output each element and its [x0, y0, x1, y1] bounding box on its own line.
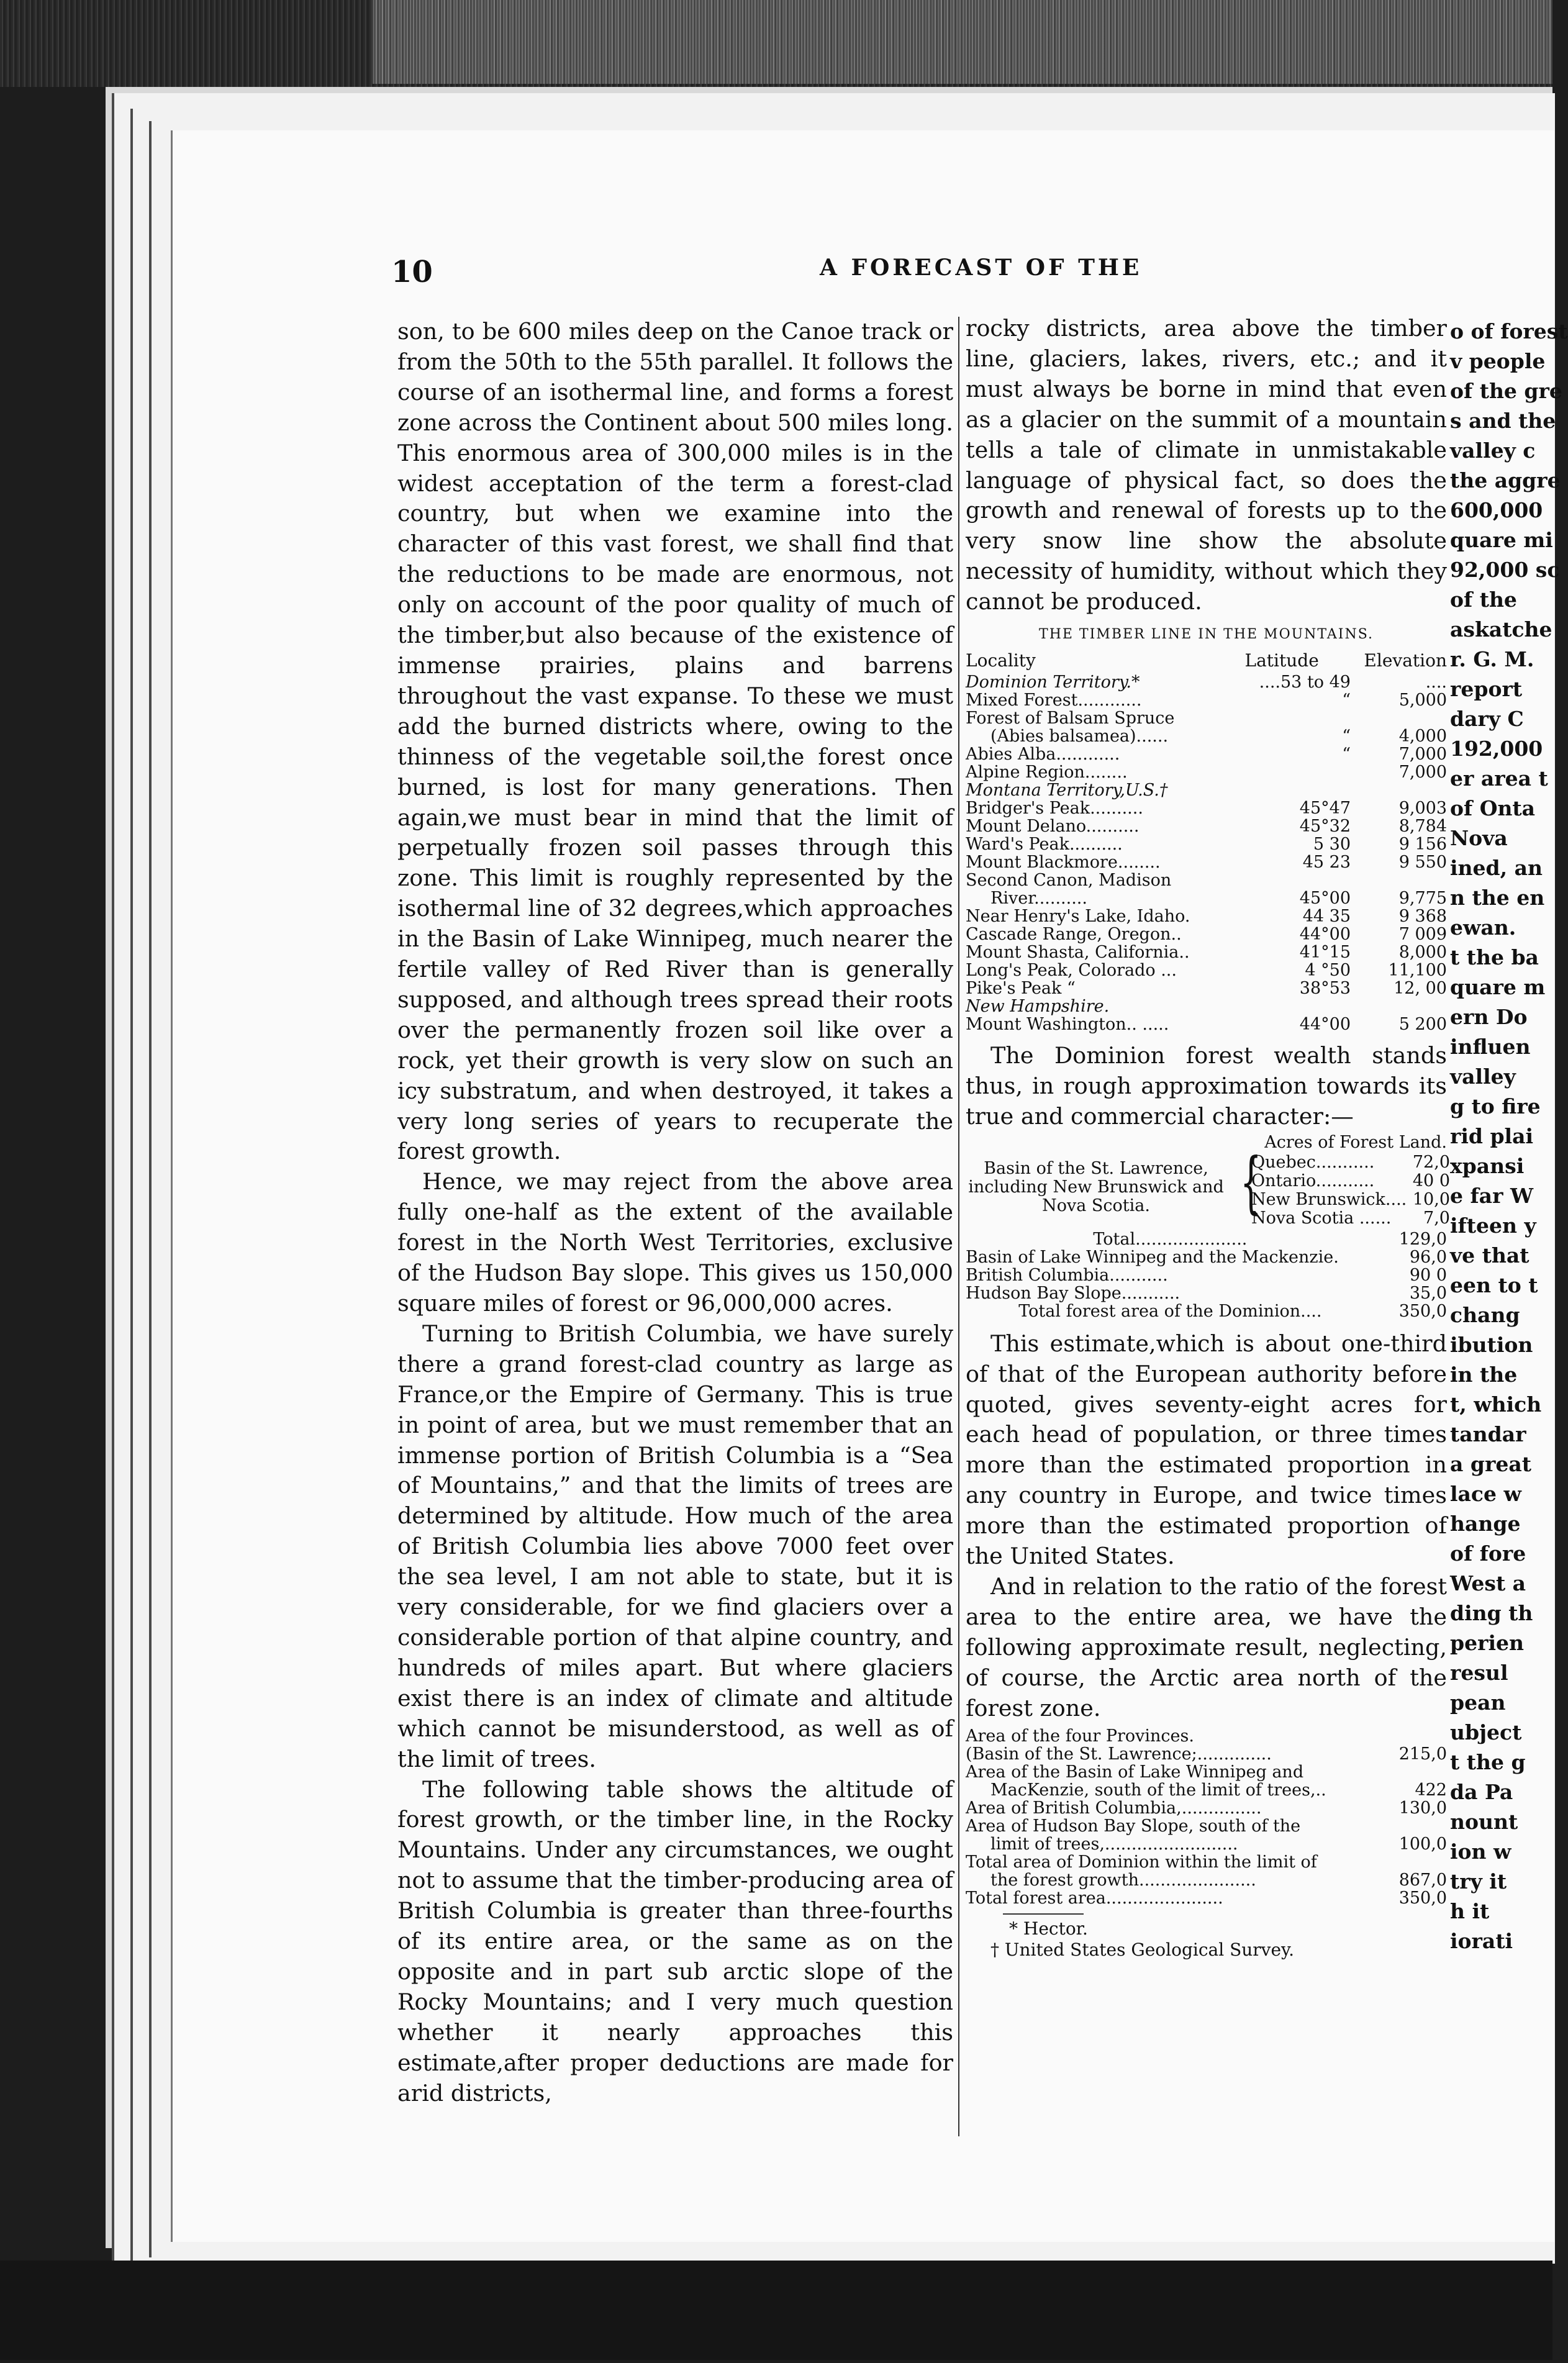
- table-row: [966, 979, 1447, 997]
- text-fragment: ve that: [1450, 1243, 1529, 1268]
- province-value: 10,0: [1412, 1189, 1450, 1209]
- row-label: Total forest area......................: [966, 1889, 1223, 1908]
- table-row: [966, 1817, 1447, 1835]
- text-fragment: report: [1450, 677, 1523, 701]
- elevation-cell: 5,000: [1398, 690, 1447, 710]
- timber-table-title: THE TIMBER LINE IN THE MOUNTAINS.: [1039, 627, 1374, 643]
- elevation-cell: 4,000: [1398, 726, 1447, 746]
- text-fragment: een to t: [1450, 1273, 1538, 1297]
- text-fragment: in the: [1450, 1363, 1518, 1387]
- table-row: [966, 1302, 1447, 1320]
- text-fragment: resul: [1450, 1661, 1508, 1685]
- paragraph: This estimate,which is about one-third of that of the European authority before quoted, gives seventy-eight acres for each head of population, or three times more than the estimated proportion in any country in Europe, and twice times more than the estimated proportion of the United States.: [966, 1330, 1447, 1570]
- row-value: [1375, 1853, 1447, 1871]
- column-header: Latitude: [1244, 650, 1319, 671]
- table-row: [966, 997, 1447, 1015]
- footnote: * Hector.: [1009, 1918, 1088, 1939]
- elevation-cell: 7 009: [1398, 924, 1447, 944]
- elevation-cell: 9 156: [1398, 834, 1447, 854]
- table-row: [966, 1266, 1447, 1284]
- elevation-cell: 9 550: [1398, 852, 1447, 872]
- locality-cell: Alpine Region........: [966, 762, 1128, 782]
- table-row: [966, 1727, 1447, 1745]
- table-header-row: [966, 650, 1447, 673]
- text-fragment: perien: [1450, 1631, 1524, 1655]
- totals-table: [966, 1230, 1447, 1320]
- latitude-cell: 38°53: [1299, 978, 1351, 998]
- row-label: Basin of Lake Winnipeg and the Mackenzie.: [966, 1247, 1339, 1267]
- latitude-cell: 44 35: [1302, 906, 1351, 926]
- latitude-cell: “: [1342, 690, 1351, 710]
- running-head: A FORECAST OF THE: [820, 255, 1143, 281]
- text-fragment: e far W: [1450, 1184, 1533, 1208]
- row-label: Area of the Basin of Lake Winnipeg and: [966, 1762, 1304, 1782]
- paragraph: The following table shows the altitude of forest growth, or the timber line, in the Rocky Mountains. Under any circumstances, we ought not to assume that the timber-producing area of British Columbia is greater than three-fourths of its entire area, or the same as on the opposite and in part sub arctic slope of the Rocky Mountains; and I very much question whether it nearly approaches this estimate,after proper deductions are made for arid districts,: [397, 1776, 953, 2107]
- table-row: [966, 745, 1447, 763]
- acres-header: Acres of Forest Land.: [1264, 1132, 1447, 1152]
- latitude-cell: 45°32: [1299, 816, 1351, 836]
- locality-cell: Long's Peak, Colorado ...: [966, 960, 1177, 980]
- province-name: Ontario...........: [1251, 1171, 1375, 1191]
- locality-cell: Second Canon, Madison: [966, 870, 1172, 890]
- row-value: 130,0: [1398, 1798, 1447, 1818]
- elevation-cell: 9,003: [1398, 798, 1447, 818]
- row-value: 422: [1415, 1780, 1447, 1800]
- text-fragment: tandar: [1450, 1422, 1526, 1446]
- table-row: [966, 925, 1447, 943]
- totals-body: [966, 1230, 1447, 1320]
- locality-cell: River..........: [990, 888, 1087, 908]
- text-fragment: n the en: [1450, 886, 1545, 910]
- locality-cell: Mount Blackmore........: [966, 852, 1161, 872]
- province-name: New Brunswick....: [1251, 1189, 1407, 1209]
- paragraph: son, to be 600 miles deep on the Canoe track or from the 50th to the 55th parallel. It follows the course of an isothermal line, and forms a forest zone across the Continent about 500 miles long. This enormous area of 300,000 miles is in the widest acceptation of the term a forest-clad country, but when we examine into the character of this vast forest, we shall find that the reductions to be made are enormous, not only on account of the poor quality of much of the timber,but also because of the existence of immense prairies, plains and barrens throughout the vast expanse. To these we must add the burned districts where, owing to the thinness of the vegetable soil,the forest once burned, is lost for many generations. Then again,we must bear in mind that the limit of perpetually frozen soil passes through this zone. This limit is roughly represented by the isothermal line of 32 degrees,which approaches in the Basin of Lake Winnipeg, much nearer the fertile valley of Red River than is generally supposed, and although trees spread their roots over the permanently frozen soil like over a rock, yet their growth is very slow on such an icy substratum, and when destroyed, it takes a very long series of years to recuperate the forest growth.: [397, 318, 953, 1165]
- row-value: 90 0: [1409, 1265, 1447, 1285]
- locality-cell: Mount Shasta, California..: [966, 942, 1190, 962]
- table-row: [966, 1284, 1447, 1302]
- row-label: Total forest area of the Dominion....: [1018, 1301, 1322, 1321]
- elevation-cell: ....: [1425, 672, 1447, 692]
- text-fragment: t the g: [1450, 1750, 1526, 1774]
- elevation-cell: [1351, 781, 1447, 799]
- row-label: Total area of Dominion within the limit of: [966, 1853, 1317, 1872]
- latitude-cell: [1245, 763, 1351, 781]
- latitude-cell: “: [1342, 726, 1351, 746]
- table-row: [966, 835, 1447, 853]
- table-row: [966, 691, 1447, 709]
- province-row: [1251, 1172, 1450, 1191]
- paragraph: And in relation to the ratio of the forest area to the entire area, we have the following approximate result, neglecting, of course, the Arctic area north of the forest zone.: [966, 1572, 1447, 1721]
- province-list: [1251, 1153, 1450, 1228]
- row-value: [1375, 1817, 1447, 1835]
- text-fragment: xpansi: [1450, 1154, 1525, 1178]
- text-fragment: ifteen y: [1450, 1213, 1536, 1238]
- column-rule: [958, 317, 959, 2136]
- paragraph: Turning to British Columbia, we have surely there a grand forest-clad country as large as France,or the Empire of Germany. This is true in point of area, but we must remember that an immense portion of British Columbia is a “Sea of Mountains,” and that the limits of trees are determined by altitude. How much of the area of British Columbia lies above 7000 feet over the sea level, I am not able to state, but it is very considerable, for we find glaciers over a considerable portion of that alpine country, and hundreds of miles apart. But where glaciers exist there is an index of climate and altitude which cannot be misunderstood, as well as of the limit of trees.: [397, 1320, 953, 1772]
- row-value: 350,0: [1398, 1301, 1447, 1321]
- row-label: Total.....................: [1093, 1229, 1248, 1249]
- table-row: [966, 1835, 1447, 1853]
- locality-cell: Mount Washington.. .....: [966, 1014, 1169, 1034]
- text-fragment: of fore: [1450, 1541, 1526, 1566]
- text-fragment: 92,000 sc: [1450, 558, 1560, 582]
- text-fragment: t the ba: [1450, 945, 1539, 969]
- elevation-cell: 8,000: [1398, 942, 1447, 962]
- table-row: [966, 727, 1447, 745]
- text-fragment: hange: [1450, 1512, 1521, 1536]
- latitude-cell: 45°47: [1299, 798, 1351, 818]
- text-fragment: of Onta: [1450, 796, 1536, 820]
- row-value: 35,0: [1409, 1283, 1447, 1303]
- row-value: 129,0: [1398, 1229, 1447, 1249]
- text-fragment: ibution: [1450, 1333, 1533, 1357]
- elevation-cell: 5 200: [1398, 1014, 1447, 1034]
- table-row: [966, 853, 1447, 871]
- text-fragment: ion w: [1450, 1839, 1511, 1864]
- province-row: [1251, 1153, 1450, 1172]
- locality-cell: Mixed Forest............: [966, 690, 1142, 710]
- brace-icon: {: [1240, 1143, 1262, 1222]
- text-fragment: h it: [1450, 1899, 1490, 1923]
- text-fragment: quare mi: [1450, 528, 1553, 552]
- text-fragment: West a: [1450, 1571, 1526, 1595]
- text-fragment: valley: [1450, 1064, 1516, 1089]
- text-fragment: da Pa: [1450, 1780, 1513, 1804]
- row-value: 215,0: [1398, 1744, 1447, 1764]
- text-fragment: of the: [1450, 587, 1517, 612]
- text-fragment: ern Do: [1450, 1005, 1528, 1029]
- latitude-cell: 4 °50: [1305, 960, 1351, 980]
- latitude-cell: 45 23: [1302, 852, 1351, 872]
- row-label: MacKenzie, south of the limit of trees,..: [990, 1780, 1326, 1800]
- paragraph: rocky districts, area above the timber line, glaciers, lakes, rivers, etc.; and it must always be borne in mind that even as a glacier on the summit of a mountain tells a tale of climate in unmistakable language of physical fact, so does the growth and renewal of forests up to the very snow line show the absolute necessity of humidity, without which they cannot be produced.: [966, 315, 1447, 615]
- latitude-cell: 44°00: [1299, 1014, 1351, 1034]
- table-row: [966, 907, 1447, 925]
- row-value: 96,0: [1409, 1247, 1447, 1267]
- table-row: [966, 1853, 1447, 1871]
- text-fragment: Nova: [1450, 826, 1508, 850]
- scan-border-top: [0, 0, 1552, 87]
- row-value: 867,0: [1398, 1871, 1447, 1890]
- locality-cell: New Hampshire.: [966, 996, 1110, 1016]
- locality-cell: Near Henry's Lake, Idaho.: [966, 906, 1190, 926]
- latitude-cell: 45°00: [1299, 888, 1351, 908]
- left-column: [397, 317, 953, 2108]
- table-row: [966, 943, 1447, 961]
- locality-cell: Ward's Peak..........: [966, 834, 1123, 854]
- text-fragment: ding th: [1450, 1601, 1533, 1625]
- locality-cell: Cascade Range, Oregon..: [966, 924, 1182, 944]
- elevation-cell: 7,000: [1398, 744, 1447, 764]
- text-fragment: er area t: [1450, 766, 1548, 791]
- text-fragment: askatche: [1450, 617, 1552, 642]
- elevation-cell: 11,100: [1388, 960, 1447, 980]
- text-fragment: try it: [1450, 1869, 1507, 1894]
- latitude-cell: 41°15: [1299, 942, 1351, 962]
- text-fragment: r. G. M.: [1450, 647, 1534, 671]
- row-label: limit of trees,.........................: [990, 1835, 1238, 1854]
- latitude-cell: “: [1342, 744, 1351, 764]
- basin-block: [966, 1143, 1450, 1228]
- province-value: 72,0: [1412, 1152, 1450, 1172]
- table-row: [966, 1745, 1447, 1763]
- scan-noise-strip: [373, 0, 1552, 84]
- row-label: British Columbia...........: [966, 1265, 1168, 1285]
- text-fragment: s and the: [1450, 409, 1556, 433]
- table-row: [966, 781, 1447, 799]
- row-value: 350,0: [1398, 1889, 1447, 1908]
- area-table-body: [966, 1727, 1447, 1907]
- table-row: [966, 961, 1447, 979]
- basin-label: Basin of the St. Lawrence, including New Brunswick and Nova Scotia.: [968, 1158, 1224, 1215]
- elevation-cell: 9 368: [1398, 906, 1447, 926]
- locality-cell: Pike's Peak “: [966, 978, 1076, 998]
- locality-cell: Forest of Balsam Spruce: [966, 708, 1175, 728]
- locality-cell: Abies Alba............: [966, 744, 1120, 764]
- latitude-cell: ....53 to 49: [1259, 672, 1351, 692]
- table-row: [966, 709, 1447, 727]
- text-fragment: ined, an: [1450, 856, 1543, 880]
- column-header: Elevation: [1364, 650, 1447, 671]
- table-row: [966, 817, 1447, 835]
- table-row: [966, 763, 1447, 781]
- text-fragment: a great: [1450, 1452, 1531, 1476]
- row-value: [1375, 1763, 1447, 1781]
- paragraph: Hence, we may reject from the above area fully one-half as the extent of the available forest in the North West Territories, exclusive of the Hudson Bay slope. This gives us 150,000 square miles of forest or 96,000,000 acres.: [397, 1168, 953, 1317]
- elevation-cell: [1351, 871, 1447, 889]
- timber-line-table: [966, 650, 1447, 1033]
- latitude-cell: [1245, 871, 1351, 889]
- elevation-cell: 7,000: [1398, 762, 1447, 782]
- table-row: [966, 673, 1447, 691]
- province-row: [1251, 1191, 1450, 1209]
- elevation-cell: 12, 00: [1394, 978, 1447, 998]
- text-fragment: v people: [1450, 349, 1546, 373]
- text-fragment: quare m: [1450, 975, 1546, 999]
- table-row: [966, 889, 1447, 907]
- right-column-fragment: [1450, 317, 1568, 2087]
- locality-cell: (Abies balsamea)......: [990, 726, 1169, 746]
- province-row: [1251, 1209, 1450, 1228]
- text-fragment: nount: [1450, 1810, 1518, 1834]
- province-name: Quebec...........: [1251, 1152, 1375, 1172]
- province-value: 40 0: [1412, 1171, 1450, 1191]
- footnote-rule: [1003, 1913, 1084, 1915]
- text-fragment: t, which: [1450, 1392, 1542, 1417]
- text-fragment: dary C: [1450, 707, 1524, 731]
- row-value: [1375, 1727, 1447, 1745]
- table-row: [966, 1015, 1447, 1033]
- locality-cell: Mount Delano..........: [966, 816, 1140, 836]
- timber-table-body: [966, 673, 1447, 1033]
- latitude-cell: 44°00: [1299, 924, 1351, 944]
- row-label: the forest growth......................: [990, 1871, 1256, 1890]
- area-table: [966, 1727, 1447, 1907]
- column-header: Locality: [966, 650, 1036, 671]
- table-row: [966, 1799, 1447, 1817]
- text-fragment: valley c: [1450, 438, 1536, 463]
- middle-column: [966, 314, 1450, 2363]
- elevation-cell: [1351, 997, 1447, 1015]
- table-row: [966, 1781, 1447, 1799]
- paragraph: The Dominion forest wealth stands thus, in rough approximation towards its true and commercial character:—: [966, 1041, 1447, 1130]
- locality-cell: Montana Territory,U.S.†: [966, 780, 1168, 800]
- table-row: [966, 1871, 1447, 1889]
- text-fragment: o of forest: [1450, 319, 1568, 343]
- row-label: Area of British Columbia,...............: [966, 1798, 1262, 1818]
- text-fragment: lace w: [1450, 1482, 1521, 1506]
- text-fragment: rid plai: [1450, 1124, 1534, 1148]
- locality-cell: Bridger's Peak..........: [966, 798, 1143, 818]
- text-fragment: g to fire: [1450, 1094, 1541, 1118]
- row-label: Area of the four Provinces.: [966, 1726, 1194, 1746]
- text-fragment: pean: [1450, 1690, 1506, 1715]
- text-fragment: 600,000: [1450, 498, 1543, 522]
- locality-cell: Dominion Territory.*: [966, 672, 1140, 692]
- row-label: Area of Hudson Bay Slope, south of the: [966, 1816, 1301, 1836]
- row-label: (Basin of the St. Lawrence;..............: [966, 1744, 1272, 1764]
- table-row: [966, 1248, 1447, 1266]
- province-value: 7,0: [1423, 1208, 1450, 1228]
- text-fragment: 192,000: [1450, 737, 1543, 761]
- table-row: [966, 1889, 1447, 1907]
- text-fragment: the aggre: [1450, 468, 1561, 492]
- latitude-cell: [1245, 781, 1351, 799]
- text-fragment: chang: [1450, 1303, 1520, 1327]
- table-row: [966, 1230, 1447, 1248]
- page-number: 10: [391, 255, 433, 289]
- text-fragment: iorati: [1450, 1929, 1513, 1953]
- text-fragment: influen: [1450, 1035, 1531, 1059]
- latitude-cell: 5 30: [1313, 834, 1351, 854]
- table-row: [966, 1763, 1447, 1781]
- elevation-cell: 9,775: [1398, 888, 1447, 908]
- table-row: [966, 871, 1447, 889]
- elevation-cell: [1351, 709, 1447, 727]
- latitude-cell: [1245, 709, 1351, 727]
- row-label: Hudson Bay Slope...........: [966, 1283, 1181, 1303]
- text-fragment: ubject: [1450, 1720, 1522, 1744]
- row-value: 100,0: [1398, 1835, 1447, 1854]
- text-fragment: of the gre: [1450, 379, 1562, 403]
- elevation-cell: 8,784: [1398, 816, 1447, 836]
- province-name: Nova Scotia ......: [1251, 1208, 1392, 1228]
- text-fragment: ewan.: [1450, 915, 1516, 940]
- table-row: [966, 799, 1447, 817]
- latitude-cell: [1245, 997, 1351, 1015]
- footnote: † United States Geological Survey.: [990, 1939, 1295, 1961]
